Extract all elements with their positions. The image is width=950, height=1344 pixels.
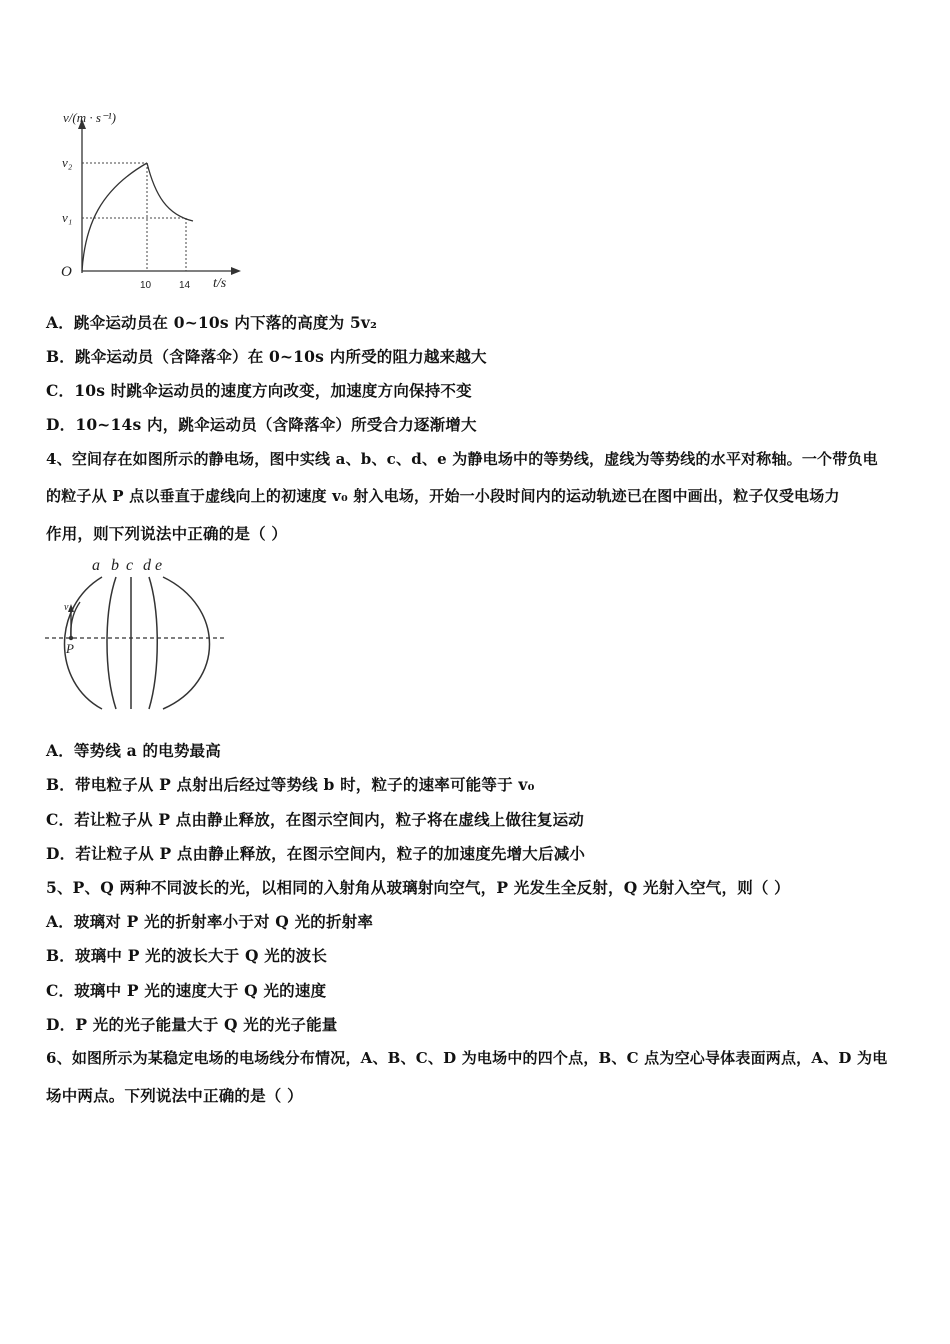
q3-option-d: D．10~14s 内，跳伞运动员（含降落伞）所受合力逐渐增大 (46, 415, 477, 434)
tick-14-label: 14 (179, 280, 191, 291)
equipotential-b (107, 577, 116, 709)
q4-option-c: C．若让粒子从 P 点由静止释放，在图示空间内，粒子将在虚线上做往复运动 (46, 810, 584, 829)
x-axis-arrow (231, 267, 241, 275)
q4-stem-line-2: 的粒子从 P 点以垂直于虚线向上的初速度 v₀ 射入电场，开始一小段时间内的运动轨迹已在图中画出，粒子仅受电场力 (46, 487, 840, 505)
origin-label: O (61, 264, 72, 280)
label-c: c (126, 557, 134, 574)
acceleration-curve (82, 163, 147, 271)
q4-stem-line-3: 作用，则下列说法中正确的是（ ） (46, 524, 288, 543)
label-b: b (111, 557, 119, 574)
q3-option-c: C．10s 时跳伞运动员的速度方向改变，加速度方向保持不变 (46, 381, 472, 400)
label-p: P (66, 641, 74, 656)
q6-stem-line-2: 场中两点。下列说法中正确的是（ ） (46, 1086, 303, 1105)
equipotential-figure (40, 552, 230, 717)
equipotential-d (149, 577, 157, 709)
label-e: e (155, 557, 163, 574)
label-d: d (143, 557, 151, 574)
label-v0: v₀ (64, 602, 72, 613)
q5-stem: 5、P、Q 两种不同波长的光，以相同的入射角从玻璃射向空气，P 光发生全反射，Q 光射入空气，则（ ） (46, 878, 790, 897)
q4-option-a: A．等势线 a 的电势最高 (46, 741, 221, 760)
q5-option-d: D．P 光的光子能量大于 Q 光的光子能量 (46, 1015, 338, 1034)
q3-option-b: B．跳伞运动员（含降落伞）在 0~10s 内所受的阻力越来越大 (46, 347, 487, 366)
q5-option-c: C．玻璃中 P 光的速度大于 Q 光的速度 (46, 981, 327, 1000)
q5-option-a: A．玻璃对 P 光的折射率小于对 Q 光的折射率 (46, 912, 374, 931)
q4-option-d: D．若让粒子从 P 点由静止释放，在图示空间内，粒子的加速度先增大后减小 (46, 844, 586, 863)
velocity-time-graph (55, 105, 255, 295)
tick-10-label: 10 (140, 280, 152, 291)
v1-label: v₁ (62, 210, 73, 225)
q4-stem-line-1: 4、空间存在如图所示的静电场，图中实线 a、b、c、d、e 为静电场中的等势线，虚线为等势线的水平对称轴。一个带负电 (46, 450, 878, 468)
q6-stem-line-1: 6、如图所示为某稳定电场的电场线分布情况，A、B、C、D 为电场中的四个点，B、C 点为空心导体表面两点，A、D 为电 (46, 1049, 888, 1067)
equipotential-e (163, 577, 210, 709)
point-p (69, 636, 73, 640)
y-axis-label: v/(m · s⁻¹) (63, 110, 116, 125)
q4-option-b: B．带电粒子从 P 点射出后经过等势线 b 时，粒子的速率可能等于 v₀ (46, 775, 535, 794)
v2-label: v₂ (62, 155, 73, 170)
q5-option-b: B．玻璃中 P 光的波长大于 Q 光的波长 (46, 946, 328, 965)
q3-option-a: A．跳伞运动员在 0~10s 内下落的高度为 5v₂ (46, 313, 378, 332)
deceleration-curve (147, 163, 193, 221)
x-axis-label: t/s (213, 276, 227, 291)
label-a: a (92, 557, 100, 574)
